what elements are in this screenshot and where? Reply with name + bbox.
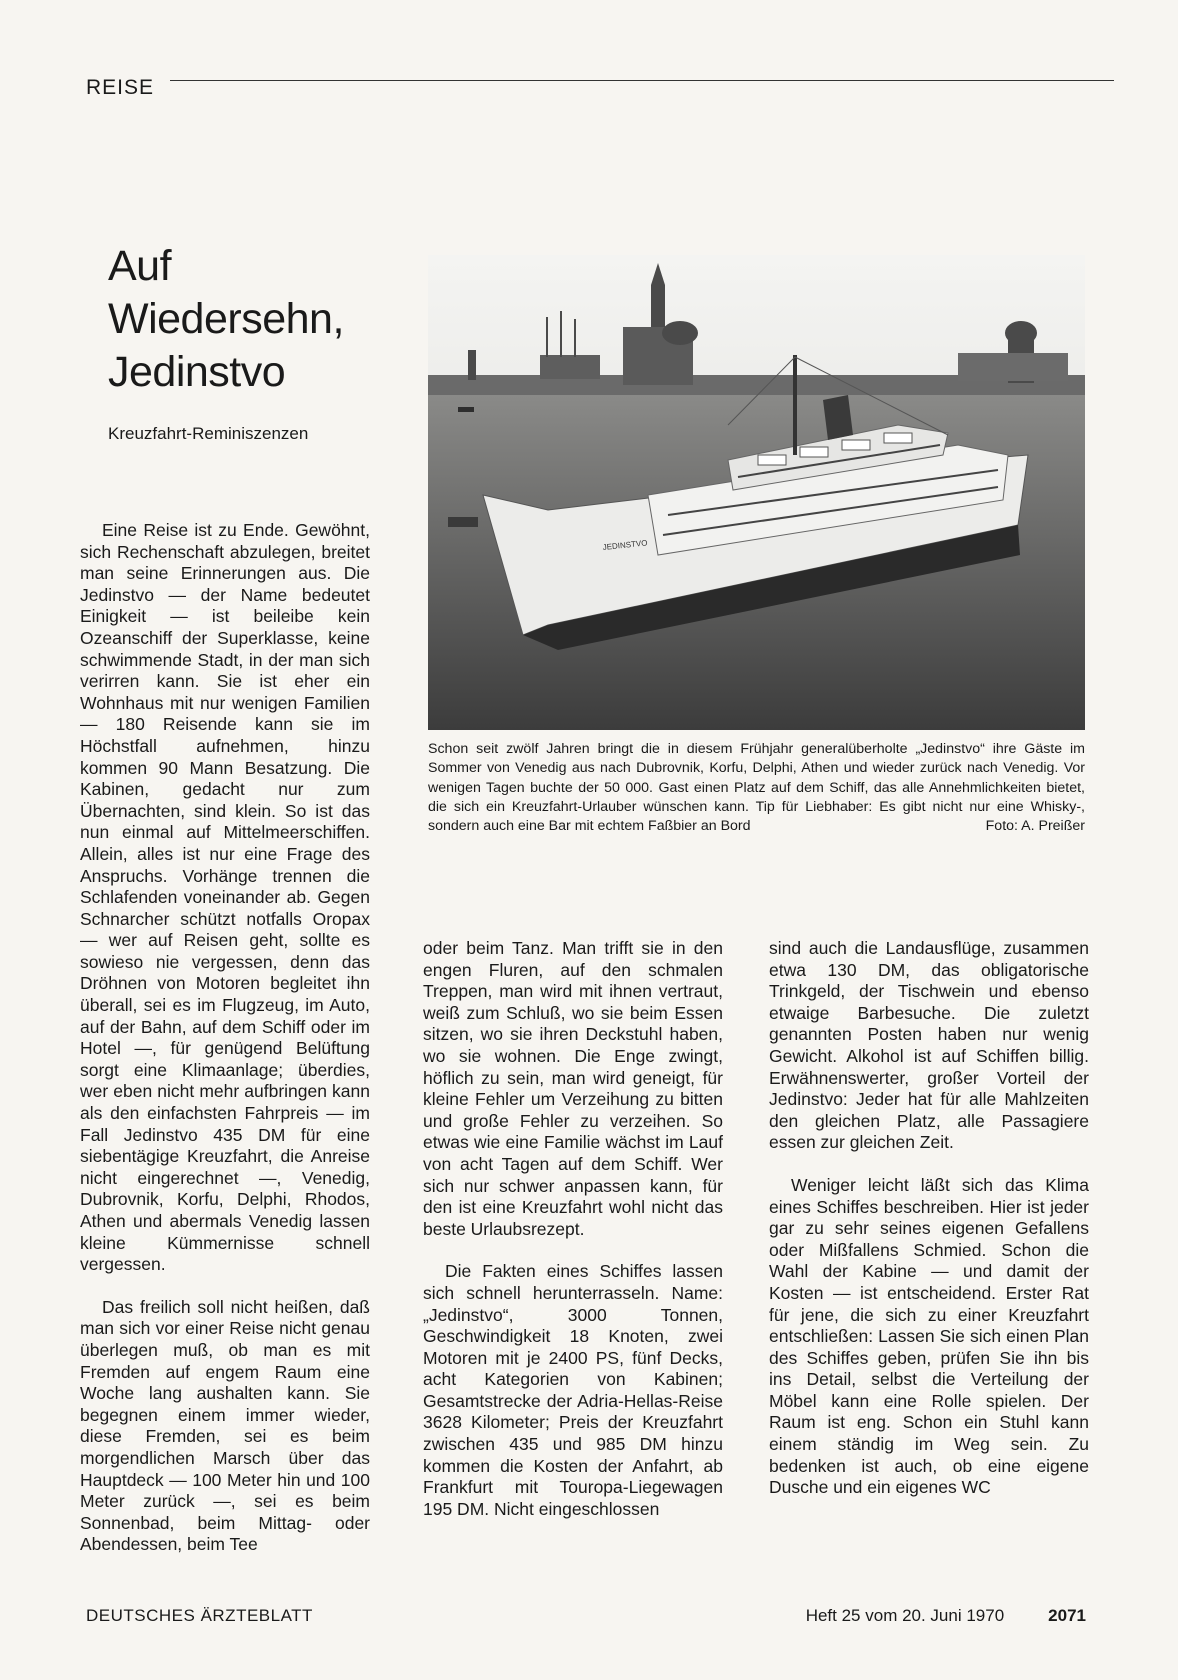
cruise-ship-photo — [428, 255, 1085, 730]
title-line: Wiedersehn, — [108, 295, 344, 343]
article-column-1 — [80, 520, 370, 1556]
article-column-2 — [423, 938, 723, 1520]
footer-publication: DEUTSCHES ÄRZTEBLATT — [86, 1606, 313, 1625]
photo-caption — [428, 740, 1085, 836]
paragraph: oder beim Tanz. Man trifft sie in den engen Fluren, auf den schmalen Treppen, man wird mit ihnen vertraut, weiß zum Schluß, wo sie beim Essen sitzen, wo sie ihren Deckstuhl haben, wo sie wohnen. Die Enge zwingt, höflich zu sein, man wird geneigt, für kleine Fehler um Verzeihung zu bitten und große Fehler zu verzeihen. So etwas wie eine Familie wächst im Lauf von acht Tagen auf dem Schiff. Wer sich nur schwer anpassen kann, für den ist eine Kreuzfahrt wohl nicht das beste Urlaubsrezept. — [423, 938, 723, 1239]
paragraph: sind auch die Landausflüge, zusammen etwa 130 DM, das obligatorische Trinkgeld, der Tischwein und ebenso etwaige Barbesuche. Die zuletzt genannten Posten haben nur wenig Gewicht. Alkohol ist auf Schiffen billig. Erwähnenswerter, großer Vorteil der Jedinstvo: Jeder hat für alle Mahlzeiten den gleichen Platz, alle Passagiere essen zur gleichen Zeit. — [769, 938, 1089, 1153]
paragraph: Weniger leicht läßt sich das Klima eines Schiffes beschreiben. Hier ist jeder gar zu sehr seines eigenen Gefallens oder Mißfallens Schmied. Schon die Wahl der Kabine — und damit der Kosten — ist entscheidend. Erster Rat für jene, die sich zu einer Kreuzfahrt entschließen: Lassen Sie sich einen Plan des Schiffes geben, prüfen Sie ihn bis ins Detail, selbst die Verteilung der Möbel kann eine Rolle spielen. Der Raum ist eng. Schon ein Stuhl kann einem ständig im Weg sein. Zu bedenken ist auch, ob eine eigene Dusche und ein eigenes WC — [769, 1174, 1089, 1498]
section-label: REISE — [86, 76, 155, 99]
section-rule — [170, 80, 1114, 81]
title-line: Auf — [108, 242, 172, 290]
caption-text: Schon seit zwölf Jahren bringt die in diesem Frühjahr generalüberholte „Jedinstvo“ ihre Gäste im Sommer von Venedig aus nach Dubrovnik, Korfu, Delphi, Athen und wieder zurück nach Venedig. Vor wenigen Tagen buchte der 50 000. Gast einen Platz auf dem Schiff, das alle Annehmlichkeiten bietet, die sich ein Kreuzfahrt-Urlauber wünschen kann. Tip für Liebhaber: Es gibt nicht nur eine Whisky-, sondern auch eine Bar mit echtem Faßbier an Bord — [428, 741, 1085, 835]
page-number: 2071 — [1048, 1606, 1086, 1625]
article-title — [108, 240, 344, 399]
paragraph: Eine Reise ist zu Ende. Gewöhnt, sich Rechenschaft abzulegen, breitet man seine Erinnerungen aus. Die Jedinstvo — der Name bedeutet Einigkeit — ist beileibe kein Ozeanschiff der Superklasse, keine schwimmende Stadt, in der man sich verirren kann. Sie ist eher ein Wohnhaus mit nur wenigen Familien — 180 Reisende kann sie im Höchstfall aufnehmen, hinzu kommen 90 Mann Besatzung. Die Kabinen, gedacht nur zum Übernachten, sind klein. So ist das nun einmal auf Mittelmeerschiffen. Allein, alles ist nur eine Frage des Anspruchs. Vorhänge trennen die Schlafenden voneinander ab. Gegen Schnarcher schützt notfalls Oropax — wer auf Reisen geht, sollte es sowieso nie vergessen, denn das Dröhnen von Motoren begleitet ihn überall, sei es im Flugzeug, im Auto, auf der Bahn, auf dem Schiff oder im Hotel —, für genügend Belüftung sorgt eine Klimaanlage; überdies, wer eben nicht mehr aufbringen kann als den einfachsten Fahrpreis — im Fall Jedinstvo 435 DM für eine siebentägige Kreuzfahrt, die Anreise nicht eingerechnet —, Venedig, Dubrovnik, Korfu, Delphi, Rhodos, Athen und abermals Venedig lassen kleine Kümmernisse schnell vergessen. — [80, 520, 370, 1275]
title-line: Jedinstvo — [108, 348, 286, 396]
photo-credit: Foto: A. Preißer — [985, 818, 1085, 835]
paragraph: Die Fakten eines Schiffes lassen sich schnell herunterrasseln. Name: „Jedinstvo“, 3000 Tonnen, Geschwindigkeit 18 Knoten, zwei Motoren mit je 2400 PS, fünf Decks, acht Kategorien von Kabinen; Gesamtstrecke der Adria-Hellas-Reise 3628 Kilometer; Preis der Kreuzfahrt zwischen 435 und 985 DM hinzu kommen die Kosten der Anfahrt, ab Frankfurt mit Touropa-Liegewagen 195 DM. Nicht eingeschlossen — [423, 1261, 723, 1519]
paragraph: Das freilich soll nicht heißen, daß man sich vor einer Reise nicht genau überlegen muß, ob man es mit Fremden auf engem Raum eine Woche lang aushalten kann. Sie begegnen einem immer wieder, diese Fremden, sei es beim morgendlichen Marsch über das Hauptdeck — 100 Meter hin und 100 Meter zurück —, sei es beim Sonnenbad, beim Mittag- oder Abendessen, beim Tee — [80, 1296, 370, 1555]
footer-issue: Heft 25 vom 20. Juni 1970 — [805, 1606, 1005, 1625]
ship-name: JEDINSTVO — [602, 538, 648, 552]
article-column-3 — [769, 938, 1089, 1499]
footer-issue-info — [806, 1606, 1086, 1626]
article-subtitle: Kreuzfahrt-Reminiszenzen — [108, 424, 309, 443]
